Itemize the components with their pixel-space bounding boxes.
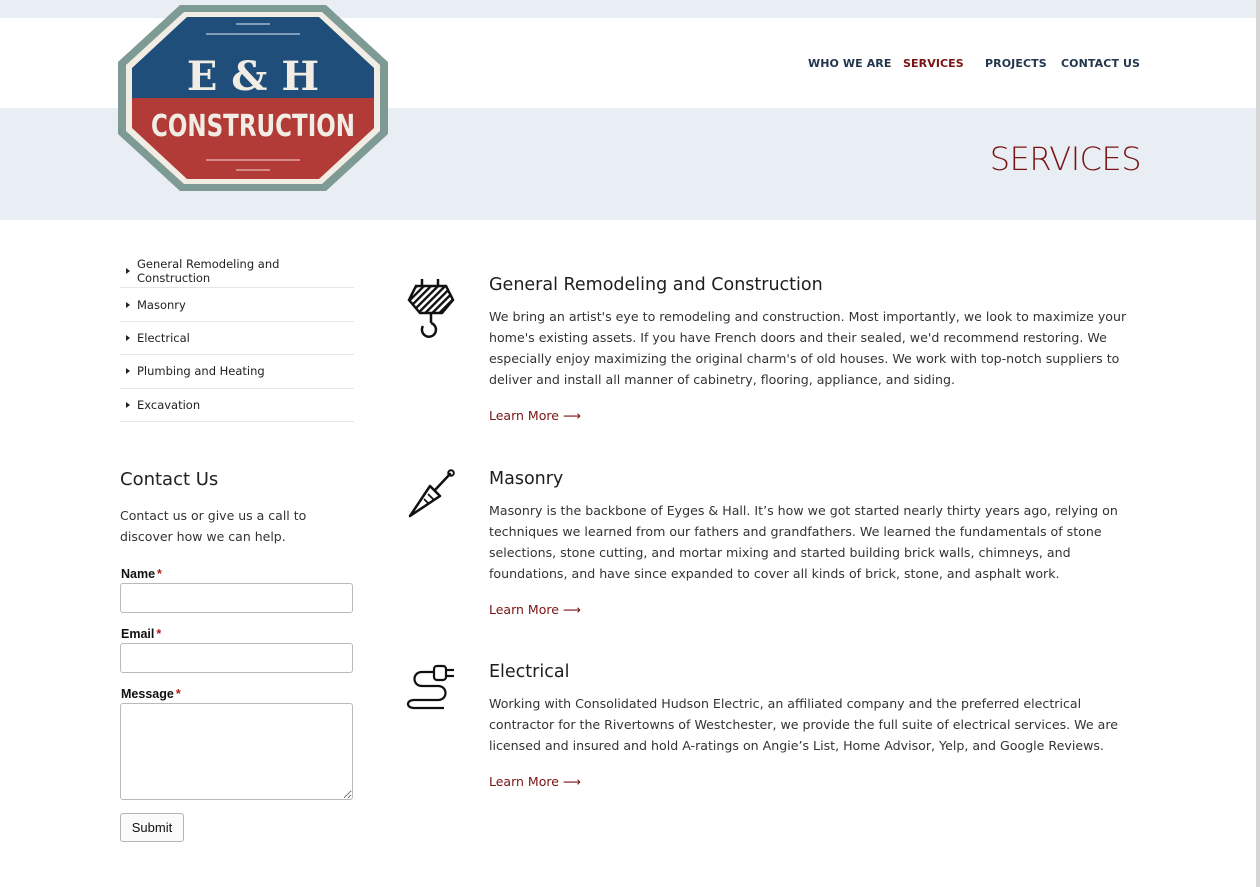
nav-projects[interactable]: PROJECTS (985, 57, 1047, 70)
name-label (121, 567, 162, 581)
logo-text-top: E & H (186, 53, 320, 100)
service-description: Working with Consolidated Hudson Electric, an affiliated company and the preferred electrical contractor for the Rivertowns of Westchester, we provide the full suite of electrical services. We are licensed and insured and hold A-ratings on Angie’s List, Home Advisor, Yelp, and Google Reviews. (489, 696, 1118, 753)
caret-right-icon (126, 268, 130, 274)
learn-more-link[interactable]: Learn More ⟶ (489, 408, 581, 423)
nav-contact-us[interactable]: CONTACT US (1061, 57, 1141, 70)
service-description: We bring an artist's eye to remodeling and construction. Most importantly, we look to maximize your home's existing assets. If you have French doors and their sealed, we'd recommend restoring. We especially enjoy maximizing the original charm's of old houses. We work with top-notch suppliers to deliver and install all manner of cabinetry, flooring, appliance, and siding. (489, 309, 1127, 387)
subnav-item-masonry[interactable] (120, 288, 354, 321)
plug-icon (404, 664, 458, 726)
subnav-item-general-remodeling[interactable] (120, 255, 354, 288)
email-label (121, 627, 161, 641)
services-subnav (120, 255, 354, 422)
email-label-text: Email (121, 627, 155, 641)
required-mark: * (175, 687, 181, 701)
page-title: SERVICES (989, 140, 1141, 178)
logo-text-bottom: CONSTRUCTION (151, 109, 355, 144)
crane-hook-icon (404, 276, 458, 338)
service-title: Masonry (489, 469, 564, 489)
caret-right-icon (126, 335, 130, 341)
subnav-item-electrical[interactable] (120, 322, 354, 355)
service-description: Masonry is the backbone of Eyges & Hall. It’s how we got started nearly thirty years ago, relying on techniques we learned from our fathers and grandfathers. We learned the fundamentals of stone selections, stone cutting, and mortar mixing and started building brick walls, chimneys, and foundations, and have since expanded to cover all kinds of brick, stone, and asphalt work. (489, 503, 1118, 581)
name-label-text: Name (121, 567, 156, 581)
message-field[interactable] (120, 703, 353, 800)
main-nav (0, 57, 1260, 73)
contact-description: Contact us or give us a call to discover how we can help. (120, 508, 307, 544)
required-mark: * (157, 567, 162, 581)
learn-more-link[interactable]: Learn More ⟶ (489, 602, 581, 617)
subnav-item-label: Excavation (137, 397, 201, 412)
nav-services[interactable]: SERVICES (903, 57, 964, 70)
caret-right-icon (126, 368, 130, 374)
submit-button[interactable]: Submit (120, 813, 184, 842)
subnav-item-label: Plumbing and Heating (137, 364, 265, 379)
scrollbar[interactable] (1256, 0, 1260, 887)
trowel-icon (404, 468, 458, 530)
learn-more-link[interactable]: Learn More ⟶ (489, 774, 581, 789)
required-mark: * (156, 627, 162, 641)
message-label (121, 687, 181, 701)
caret-right-icon (126, 302, 130, 308)
service-title: General Remodeling and Construction (489, 275, 823, 295)
message-label-text: Message (121, 687, 174, 701)
email-field[interactable] (120, 643, 353, 673)
service-title: Electrical (489, 662, 570, 682)
subnav-item-label: Electrical (137, 330, 190, 345)
subnav-item-plumbing-heating[interactable] (120, 355, 354, 388)
subnav-item-label: Masonry (137, 297, 186, 312)
name-field[interactable] (120, 583, 353, 613)
subnav-item-label: General Remodeling and Construction (137, 257, 280, 286)
caret-right-icon (126, 402, 130, 408)
subnav-item-excavation[interactable] (120, 389, 354, 422)
contact-heading: Contact Us (120, 469, 219, 490)
nav-who-we-are[interactable]: WHO WE ARE (808, 57, 892, 70)
eh-construction-logo[interactable] (116, 2, 390, 194)
